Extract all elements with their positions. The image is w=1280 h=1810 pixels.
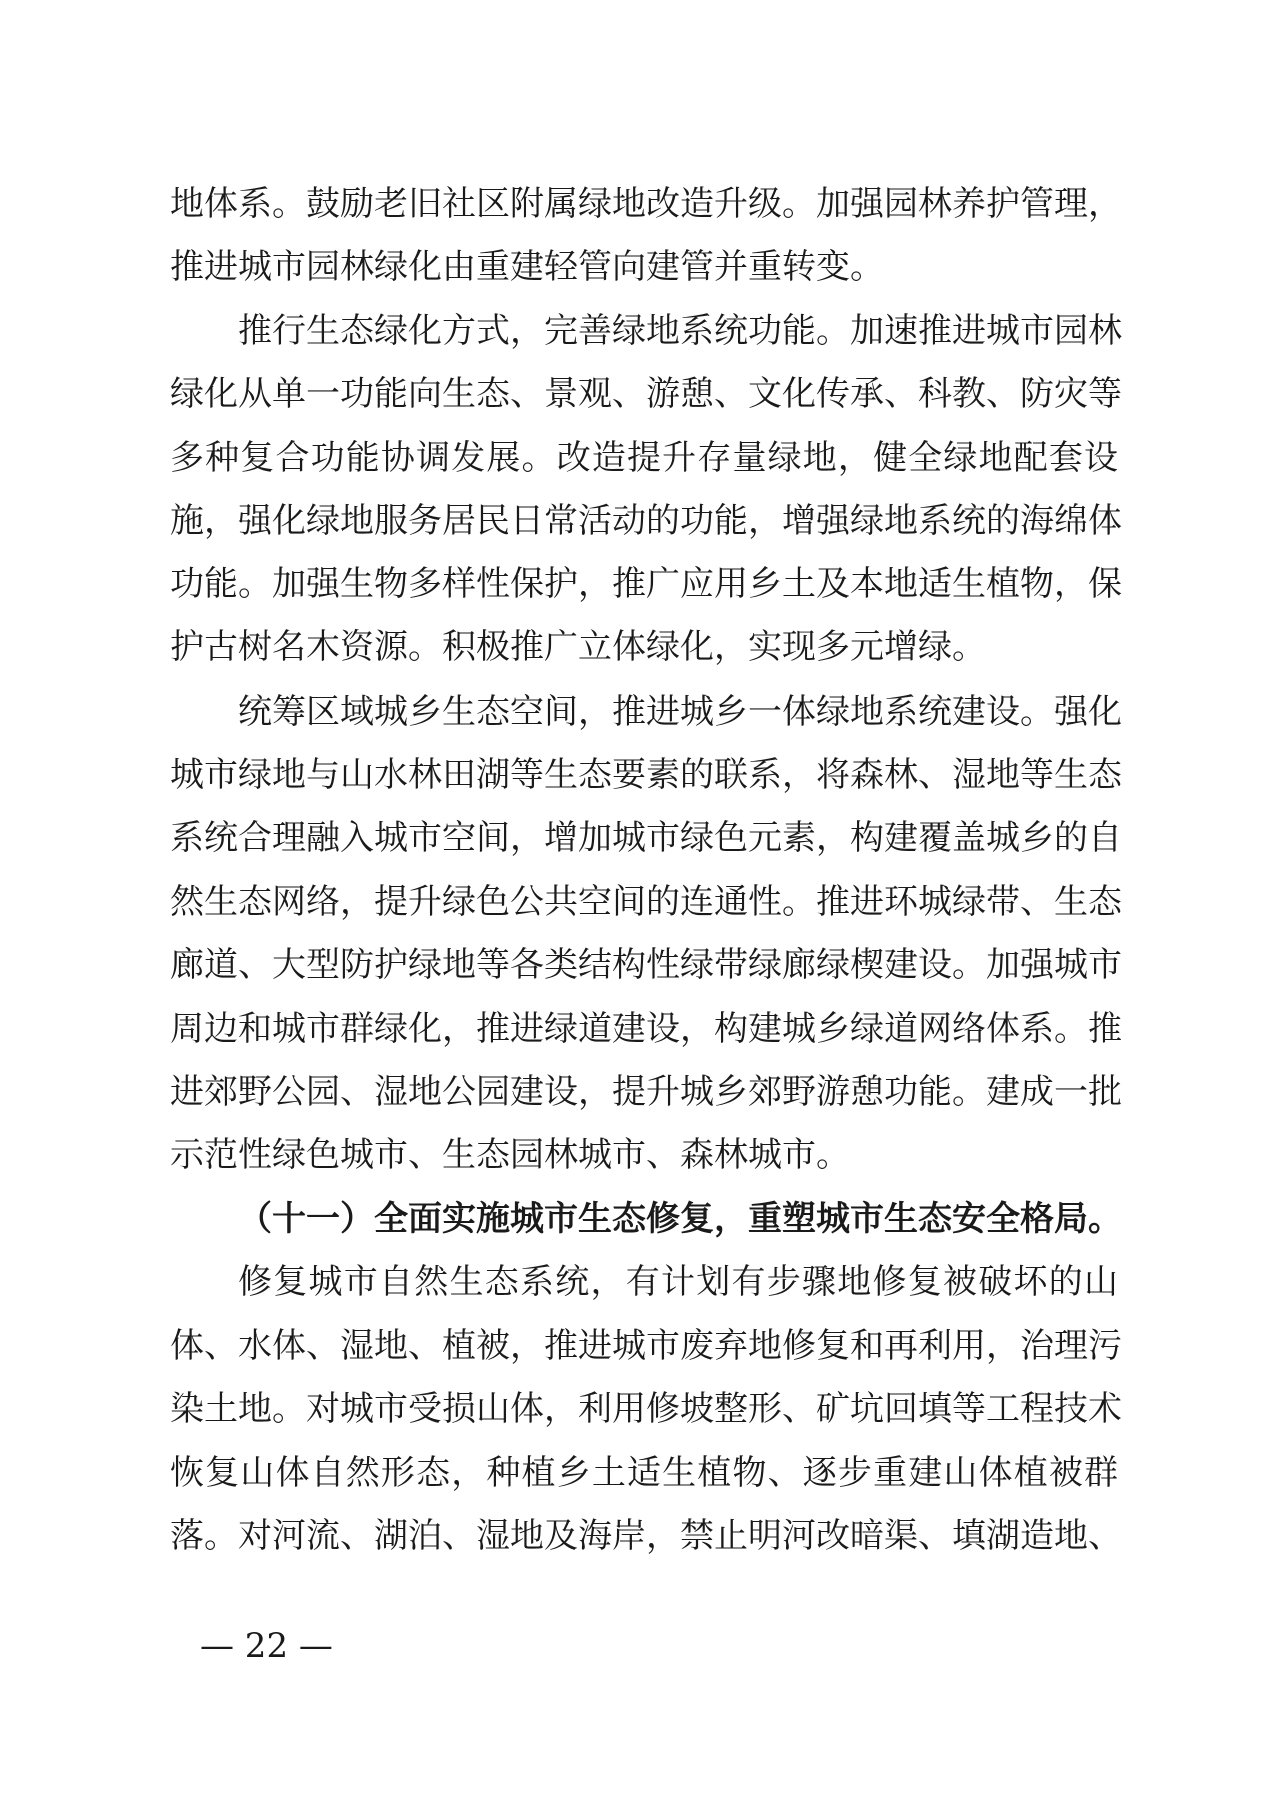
text-line: 推行生态绿化方式，完善绿地系统功能。加速推进城市园林	[238, 311, 1122, 351]
text-line: 护古树名木资源。积极推广立体绿化，实现多元增绿。	[170, 627, 986, 667]
text-line: 体、水体、湿地、植被，推进城市废弃地修复和再利用，治理污	[170, 1326, 1122, 1366]
text-line: 然生态网络，提升绿色公共空间的连通性。推进环城绿带、生态	[170, 882, 1122, 922]
text-line: 恢复山体自然形态，种植乡土适生植物、逐步重建山体植被群	[170, 1453, 1118, 1493]
text-line: 系统合理融入城市空间，增加城市绿色元素，构建覆盖城乡的自	[170, 818, 1122, 858]
text-line: 进郊野公园、湿地公园建设，提升城乡郊野游憩功能。建成一批	[170, 1072, 1122, 1112]
text-line: 功能。加强生物多样性保护，推广应用乡土及本地适生植物，保	[170, 564, 1122, 604]
text-line: 统筹区域城乡生态空间，推进城乡一体绿地系统建设。强化	[238, 692, 1122, 732]
text-line: 示范性绿色城市、生态园林城市、森林城市。	[170, 1135, 850, 1175]
text-line: 施，强化绿地服务居民日常活动的功能，增强绿地系统的海绵体	[170, 501, 1122, 541]
text-line: 地体系。鼓励老旧社区附属绿地改造升级。加强园林养护管理，	[170, 184, 1122, 224]
page-number: — 22 —	[200, 1626, 333, 1666]
text-line: 绿化从单一功能向生态、景观、游憩、文化传承、科教、防灾等	[170, 374, 1122, 414]
text-line: 染土地。对城市受损山体，利用修坡整形、矿坑回填等工程技术	[170, 1389, 1122, 1429]
text-line: 廊道、大型防护绿地等各类结构性绿带绿廊绿楔建设。加强城市	[170, 945, 1122, 985]
text-line: 推进城市园林绿化由重建轻管向建管并重转变。	[170, 247, 884, 287]
text-line: 周边和城市群绿化，推进绿道建设，构建城乡绿道网络体系。推	[170, 1009, 1122, 1049]
section-heading: （十一）全面实施城市生态修复，重塑城市生态安全格局。	[238, 1199, 1122, 1239]
text-line: 修复城市自然生态系统，有计划有步骤地修复被破坏的山	[238, 1262, 1118, 1302]
text-line: 城市绿地与山水林田湖等生态要素的联系，将森林、湿地等生态	[170, 755, 1122, 795]
text-line: 多种复合功能协调发展。改造提升存量绿地，健全绿地配套设	[170, 438, 1118, 478]
text-line: 落。对河流、湖泊、湿地及海岸，禁止明河改暗渠、填湖造地、	[170, 1516, 1122, 1556]
